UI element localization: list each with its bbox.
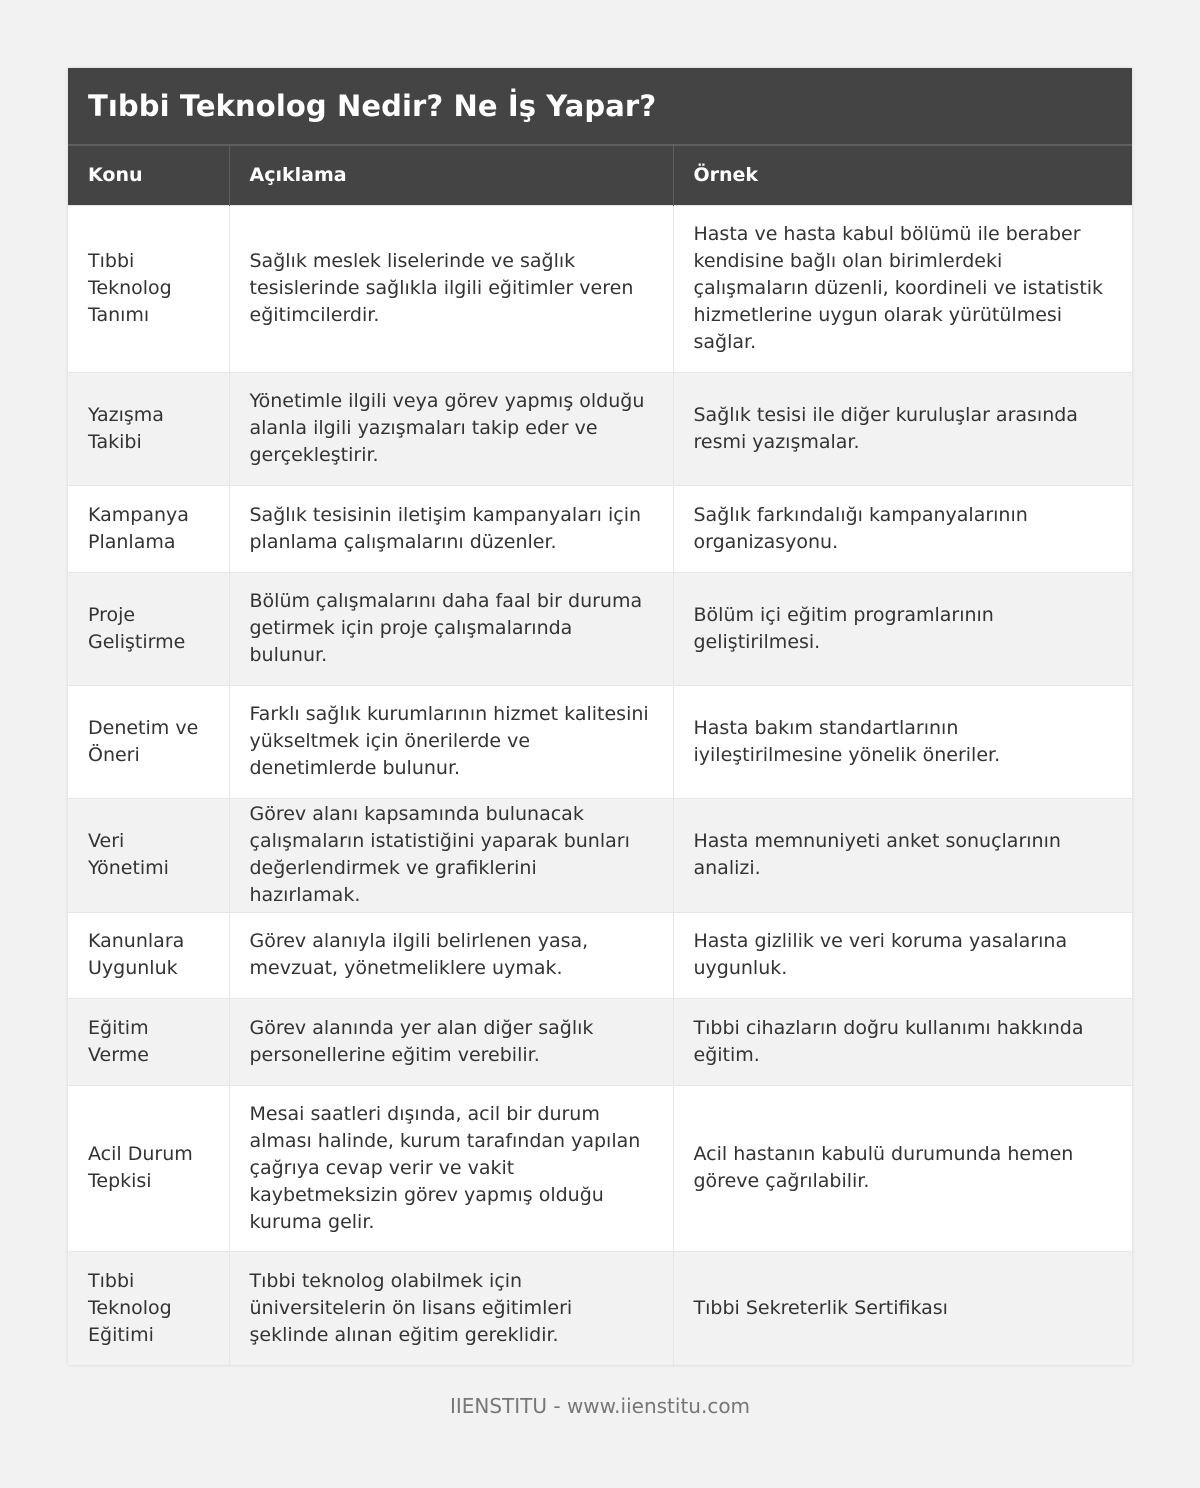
table-row (68, 798, 1132, 912)
table-row (68, 1085, 1132, 1251)
cell-konu: Proje Geliştirme (68, 572, 229, 685)
page-title: Tıbbi Teknolog Nedir? Ne İş Yapar? (88, 89, 657, 123)
table-header-row (68, 145, 1132, 205)
header-aciklama: Açıklama (229, 145, 673, 205)
cell-aciklama: Sağlık tesisinin iletişim kampanyaları için planlama çalışmalarını düzenler. (229, 485, 673, 572)
table-row (68, 912, 1132, 998)
cell-ornek: Hasta gizlilik ve veri koruma yasalarına uygunluk. (673, 912, 1132, 998)
cell-konu: Veri Yönetimi (68, 798, 229, 912)
cell-ornek: Hasta ve hasta kabul bölümü ile beraber kendisine bağlı olan birimlerdeki çalışmaların düzenli, koordineli ve istatistik hizmetlerine uygun olarak yürütülmesi sağlar. (673, 205, 1132, 372)
table-row (68, 572, 1132, 685)
cell-ornek: Sağlık tesisi ile diğer kuruluşlar arasında resmi yazışmalar. (673, 372, 1132, 485)
header-konu: Konu (68, 145, 229, 205)
cell-konu: Tıbbi Teknolog Tanımı (68, 205, 229, 372)
cell-ornek: Tıbbi cihazların doğru kullanımı hakkında eğitim. (673, 998, 1132, 1085)
cell-ornek: Tıbbi Sekreterlik Sertifikası (673, 1251, 1132, 1365)
table-row (68, 685, 1132, 798)
cell-ornek: Hasta bakım standartlarının iyileştirilmesine yönelik öneriler. (673, 685, 1132, 798)
cell-aciklama: Görev alanında yer alan diğer sağlık personellerine eğitim verebilir. (229, 998, 673, 1085)
cell-ornek: Sağlık farkındalığı kampanyalarının organizasyonu. (673, 485, 1132, 572)
cell-konu: Kanunlara Uygunluk (68, 912, 229, 998)
cell-ornek: Hasta memnuniyeti anket sonuçlarının analizi. (673, 798, 1132, 912)
cell-aciklama: Bölüm çalışmalarını daha faal bir duruma getirmek için proje çalışmalarında bulunur. (229, 572, 673, 685)
cell-aciklama: Sağlık meslek liselerinde ve sağlık tesislerinde sağlıkla ilgili eğitimler veren eğitimcilerdir. (229, 205, 673, 372)
cell-konu: Eğitim Verme (68, 998, 229, 1085)
table-row (68, 998, 1132, 1085)
cell-aciklama: Görev alanıyla ilgili belirlenen yasa, mevzuat, yönetmeliklere uymak. (229, 912, 673, 998)
cell-konu: Denetim ve Öneri (68, 685, 229, 798)
cell-konu: Yazışma Takibi (68, 372, 229, 485)
title-bar (68, 68, 1132, 144)
cell-aciklama: Tıbbi teknolog olabilmek için üniversitelerin ön lisans eğitimleri şeklinde alınan eğitim gereklidir. (229, 1251, 673, 1365)
cell-aciklama: Mesai saatleri dışında, acil bir durum alması halinde, kurum tarafından yapılan çağrıya cevap verir ve vakit kaybetmeksizin görev yapmış olduğu kuruma gelir. (229, 1085, 673, 1251)
table-row (68, 372, 1132, 485)
table-row (68, 485, 1132, 572)
content-card (68, 68, 1132, 1365)
footer-credit: IIENSTITU - www.iienstitu.com (449, 1394, 751, 1418)
cell-aciklama: Yönetimle ilgili veya görev yapmış olduğu alanla ilgili yazışmaları takip eder ve gerçekleştirir. (229, 372, 673, 485)
cell-konu: Tıbbi Teknolog Eğitimi (68, 1251, 229, 1365)
cell-aciklama: Farklı sağlık kurumlarının hizmet kalitesini yükseltmek için önerilerde ve denetimlerde bulunur. (229, 685, 673, 798)
cell-ornek: Acil hastanın kabulü durumunda hemen göreve çağrılabilir. (673, 1085, 1132, 1251)
table-row (68, 1251, 1132, 1365)
header-ornek: Örnek (673, 145, 1132, 205)
cell-konu: Acil Durum Tepkisi (68, 1085, 229, 1251)
cell-konu: Kampanya Planlama (68, 485, 229, 572)
cell-ornek: Bölüm içi eğitim programlarının geliştirilmesi. (673, 572, 1132, 685)
info-table (68, 144, 1132, 1365)
table-row (68, 205, 1132, 372)
cell-aciklama: Görev alanı kapsamında bulunacak çalışmaların istatistiğini yaparak bunları değerlendirmek ve grafiklerini hazırlamak. (229, 798, 673, 912)
